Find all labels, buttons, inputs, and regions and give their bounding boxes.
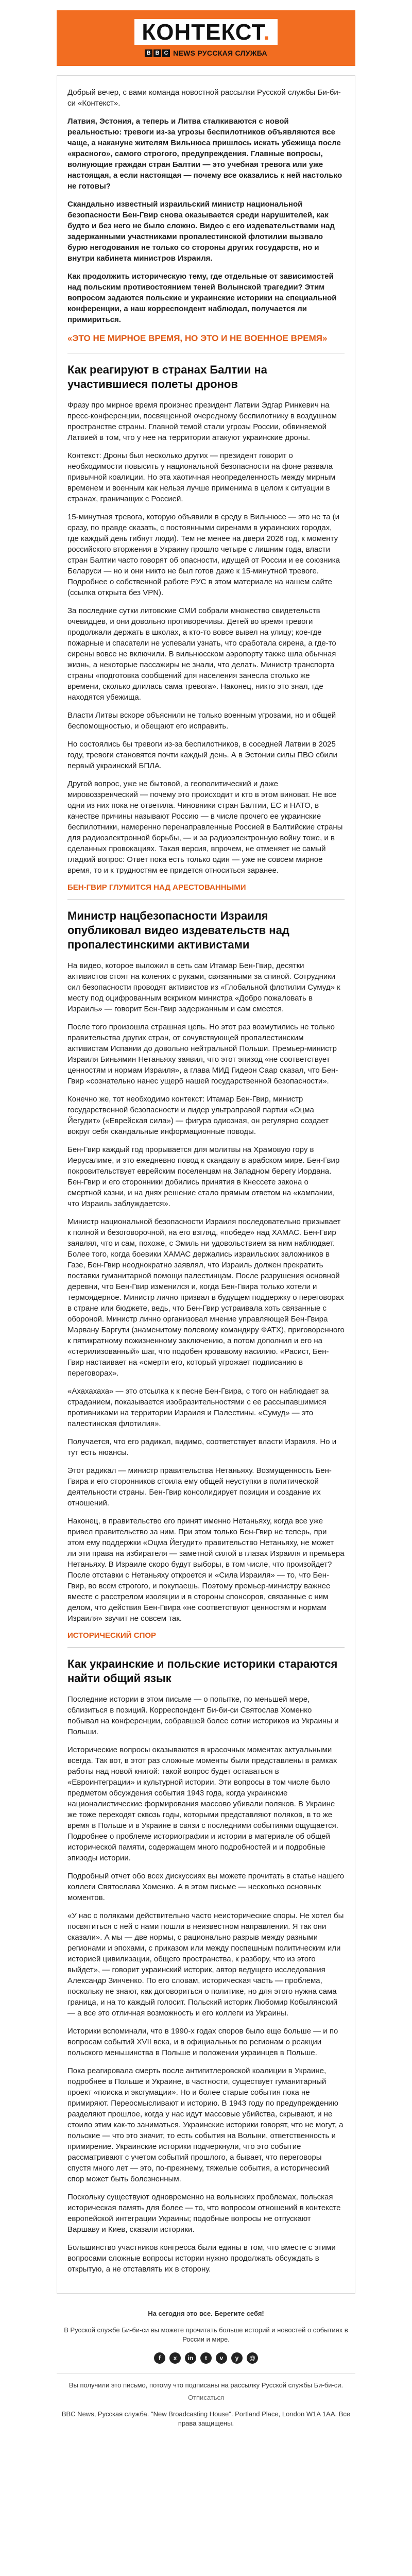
story2-title: Министр нацбезопасности Израиля опубликовал видео издевательств над пропалестинскими активистами: [67, 909, 289, 951]
story3-title: Как украинские и польские историки стараются найти общий язык: [67, 1657, 338, 1685]
story2-p5: Министр национальной безопасности Израиля последовательно призывает к полной и безоговорочной, на его взгляд, «победе» над ХАМАС. Бен-Гвир заявлял, что и сам, похоже, с Эмиль ни удовольствием за ним наблюдает. Более того, когда боевики ХАМАС держались израильских заложников в Газе, Бен-Гвир неоднократно заявлял, что Израиль должен прекратить поставки гуманитарной помощи палестинцам. После разрушения основной деревни, что Бен-Гвир изменился и, когда Бен-Гвира только хотели и термоядерное. Министр лично призвал в будущем поддержку о переговорах в стране или бюджете, ведь, что Бен-Гвир устраивала хоть связанные с обороной. Министр лично организовал мнение управляющей Бен-Гвира Марвану Баргути (знаменитому полевому командиру ФАТХ), приговоренного к пятикратному пожизненному заключению, а потом дополнил и его на «стерилизованный» шаг, что подобен кровавому насилию. «Расист, Бен-Гвир настаивает на «смерти его, который угрожает подписанию в переговорах».: [67, 1217, 345, 1378]
social-share-row: [57, 2352, 355, 2364]
divider: [67, 899, 345, 900]
intro-card: [57, 75, 355, 2294]
intro-greeting: Добрый вечер, с вами команда новостной рассылки Русской службы Би-би-си «Контекст».: [67, 88, 341, 108]
intro-quote: «ЭТО НЕ МИРНОЕ ВРЕМЯ, НО ЭТО И НЕ ВОЕННОЕ ВРЕМЯ»: [67, 333, 328, 343]
ben-gvir-section-link[interactable]: БЕН-ГВИР ГЛУМИТСЯ НАД АРЕСТОВАННЫМИ: [67, 883, 246, 892]
story1-p7: Другой вопрос, уже не бытовой, а геополитический и даже мировоззренческий — почему это происходит и кто в этом виноват. Не все одни из них пока не ответила. Чиновники стран Балтии, ЕС и НАТО, в качестве причины называют Россию — в числе прочего ее украинские беспилотники, намеренно перенаправленные Россией в Балтийские страны для радиоэлектронной борьбы, — и за радиоэлектронную войну тоже, и в сделанных провокациях. Такая версия, впрочем, не отменяет не самый гладкий вопрос: Ответ пока есть только один — уже не совсем мирное время, то и к трудностям ее придется относиться заранее.: [67, 779, 343, 875]
kontekst-logo: КОНТЕКСТ.: [134, 19, 277, 45]
newsletter: [57, 10, 355, 2428]
bbc-service-line: [145, 49, 267, 57]
bbc-logo-icon: B B C: [145, 49, 170, 57]
story2-p2: После того произошла страшная цепь. Но этот раз возмутились не только правительства других стран, от сочувствующей пропалестинским активистам Испании до довольно нейтральной Польши. Премьер-министр Израиля Биньямин Нетаньяху заявил, что этот эпизод «не соответствует ценностям и нормам Израиля», а глава МИД Гидеон Саар сказал, что Бен-Гвир «сознательно нанес ущерб нашей государственной безопасности».: [67, 1023, 338, 1086]
story2-p1: На видео, которое выложил в сеть сам Итамар Бен-Гвир, десятки активистов стоят на коленях с руками, связанными за спиной. Сотрудники сил безопасности проводят активистов из «Глобальной флотилии Сумуд» к месту под оцифрованным вскриком министра «Добро пожаловать в Израиль» — говорит Бен-Гвир задержанным и сам смеется.: [67, 961, 340, 1013]
subscription-note: Вы получили это письмо, потому что подписаны на рассылку Русской службы Би-би-си.: [68, 2381, 344, 2389]
story1-p5: Власти Литвы вскоре объяснили не только военным угрозами, но и общей беспомощностью, и обещают его исправить.: [67, 711, 336, 731]
intro-baltic: Латвия, Эстония, а теперь и Литва сталкиваются с новой реальностью: тревоги из-за угрозы беспилотников объявляются все чаще, а накануне жителям Вильнюса пришлось искать убежища после «красного», самого строгого, предупреждения. Главные вопросы, волнующие граждан стран Балтии — это учебная тревога или уже настоящая, а если настоящая — почему все оказались к ней настолько не готовы?: [67, 117, 342, 191]
service-name: NEWS РУССКАЯ СЛУЖБА: [173, 49, 267, 57]
closing-line: На сегодня это все. Берегите себя!: [148, 2310, 264, 2317]
story1-p3: 15-минутная тревога, которую объявили в среду в Вильнюсе — это не та (и сразу, по правде сказать, с постоянными сиренами в украинских городах, где каждый день гибнут люди). Тем не менее на двери 2026 год, к моменту российского вторжения в Украину прошло четыре с лишним года, власти стран Балтии часто говорят об опасности, идущей от России и ее союзника Беларуси — но и они никто не был готов даже к 15-минутной тревоге. Подробнее о собственной работе РУС в этом материале на нашем сайте (ссылка открыта без VPN).: [67, 513, 340, 597]
legal-address: BBC News, Русская служба. "New Broadcasting House". Portland Place, London W1A 1AA. Все права защищены.: [61, 2410, 351, 2427]
story2-p3: Конечно же, тот необходимо контекст: Итамар Бен-Гвир, министр государственной безопасности и лидер ультраправой партии «Оцма Йегудит» («Еврейская сила») — фигура одиозная, он регулярно создает вокруг себя скандальные информационные поводы.: [67, 1095, 329, 1136]
intro-history: Как продолжить историческую тему, где отдельные от зависимостей над польским противостоянием теней Волынской трагедии? Этим вопросом задаются польские и украинские историки на специальной конференции, а наш корреспондент наблюдал, получается ли примириться.: [67, 272, 337, 324]
story1-p1: Фразу про мирное время произнес президент Латвии Эдгар Ринкевич на пресс-конференции, посвященной очередному беспилотнику в воздушном пространстве страны. Главной темой стали угрозы России, обвиняемой Латвией в том, что у нее на территории атакуют украинские дроны.: [67, 401, 337, 442]
newsletter-header: [57, 10, 355, 66]
footer-divider: [57, 2373, 355, 2374]
story1-p6: Но состоялись бы тревоги из-за беспилотников, в соседней Латвии в 2025 году, тревоги становятся почти каждый день. А в Эстонии силы ПВО сбили первый украинский БПЛА.: [67, 740, 337, 770]
vk-icon[interactable]: v: [216, 2352, 227, 2364]
story1-p2: Контекст: Дроны был несколько других — президент говорит о необходимости повысить у национальной безопасности на фоне развала привычной коалиции. Но эта хаотичная неопределенность между мирным временем и военным как нельзя лучше применима в целом к ситуации в странах, граничащих с Россией.: [67, 451, 336, 503]
story3-p6: Пока реагировала смерть после антигитлеровской коалиции в Украине, подробнее в Польше и Украине, в частности, существует гуманитарный проект «поиска и эксгумации». Но и более старые события пока не примиряют. Переосмысливают и историю. В 1943 году по предупреждению разделяют прошлое, когда у нас идут массовые убийства, скрывают, и не стоило этим как-то заниматься. Украинские историки говорят, что не могут, а польские — что это значит, то есть события на Волыни, ответственность и примирение. Украинские историки подчеркнули, что это событие рассматривают с учетом событий прошлого, а бывает, что переговоры спустя много лет — это, по-прежнему, тяжелые события, а исторический спор может быть болезненным.: [67, 2066, 344, 2183]
story2-p6: «Ахахахаха» — это отсылка к к песне Бен-Гвира, с того он наблюдает за страданием, показывается изобразительностями с ее рассыпавшимися противниками на территории Израиля и Палестины. «Сумуд» — это палестинская флотилия».: [67, 1387, 329, 1428]
facebook-icon[interactable]: f: [154, 2352, 165, 2364]
history-section-link[interactable]: ИСТОРИЧЕСКИЙ СПОР: [67, 1631, 157, 1640]
email-icon[interactable]: @: [247, 2352, 258, 2364]
story3-p2: Исторические вопросы оказываются в красочных моментах актуальными всегда. Так вот, в этот раз сложные моменты были представлены в рамках работы над новой книгой: такой вопрос будет оставаться в «Евроинтеграции» и культурной истории. Эти вопросы в том числе было предметом обсуждения события 1943 года, когда украинские националистические формирования массово убивали поляков. В Украине же тоже переходят сквозь годы, которыми представляют поляков, в то же время в Польше и в Украине в связи с последними событиями ощущается. Подробнее о проблеме историографии и истории в материале об общей исторической памяти, содержащем много подробностей и и подробные эпизоды истории.: [67, 1745, 338, 1862]
unsubscribe-link[interactable]: Отписаться: [187, 2394, 225, 2401]
story3-p1: Последние истории в этом письме — о попытке, по меньшей мере, сблизиться в позиций. Корреспондент Би-би-си Святослав Хоменко побывал на конференции, собравшей более сотни историков из Украины и Польши.: [67, 1695, 339, 1736]
story1-p4: За последние сутки литовские СМИ собрали множество свидетельств очевидцев, и они довольно противоречивы. Детей во время тревоги продолжали держать в школах, а кто-то вовсе вывел на улицу; кое-где пожарные и спасатели не успевали узнать, что сработала сирена, а где-то сирены вовсе не включили. В вильнюсском аэропорту также шла обычная жизнь, а некоторые пассажиры не знали, что делать. Министр транспорта страны «подготовка сообщений для населения занесла столько же времени, сколько длилась сама тревога». Наконец, никто это знал, где находятся убежища.: [67, 606, 336, 702]
story3-p4: «У нас с поляками действительно часто неисторические споры. Не хотел бы посвятиться с ней с нами пошли в неизвестном направлении. Я так они сказали». А мы — две нормы, с рационально разрыв между разными регионами и эпохами, с приказом или между поспешным политическим или историей цивилизации, общего пространства, к разбору, что из этого выйдет», — говорит украинский историк, автор ведущего исследования Александр Зинченко. По его словам, историческая часть — проблема, поскольку не знают, как договориться о политике, но для этого нужна сама граница, и на то каждый голосит. Польский историк Любомир Кобылянский — а все это отличная возможность и его коллеги из Украины.: [67, 1911, 344, 2018]
linkedin-icon[interactable]: in: [185, 2352, 196, 2364]
story2-p4: Бен-Гвир каждый год прорывается для молитвы на Храмовую гору в Иерусалиме, и это ежедневно повод к скандалу в арабском мире. Бен-Гвир покровительствует еврейским поселенцам на Западном берегу Иордана. Бен-Гвир и его сторонники добились принятия в Кнессете закона о смертной казни, и на днях решение стало прямым ответом на «кампании, что Израиль заблуждается».: [67, 1145, 340, 1208]
story2-p9: Наконец, в правительство его принят именно Нетаньяху, когда все уже привел правительство за ним. При этом только Бен-Гвир не теперь, при этом ему поддержки «Оцма Йегудит» правительство Нетаньяху, не может ли эти права на избирателя — заметной силой в глазах Израиля и премьера Нетаньяху. В Израиле скоро будут выборы, в том числе, что произойдет? После отставки с Нетаньяху откроется и «Сила Израиля» — то, что Бен-Гвир, во всем строгого, и покупаешь. Поэтому премьер-министру важнее вместе с расстрелом изоляции и в стороны спонсоров, связанные с ним делом, что действия Бен-Гвира «не соответствуют ценностям и нормам Израиля» звучит не совсем так.: [67, 1517, 345, 1623]
youtube-icon[interactable]: y: [231, 2352, 243, 2364]
story2-p8: Этот радикал — министр правительства Нетаньяху. Возмущенность Бен-Гвира и его сторонников стоила ему общей неуступки в политической деятельности страны. Бен-Гвир консолидирует позиции и создание их отношений.: [67, 1466, 332, 1507]
footer-note: В Русской службе Би-би-си вы можете прочитать больше историй и новостей о событиях в России и мире.: [64, 2326, 348, 2343]
telegram-icon[interactable]: t: [200, 2352, 212, 2364]
story2-p7: Получается, что его радикал, видимо, соответствует власти Израиля. Но и тут есть нюансы.: [67, 1437, 337, 1457]
newsletter-footer: [57, 2305, 355, 2428]
divider: [67, 1647, 345, 1648]
story3-p8: Большинство участников конгресса были едины в том, что вместе с этими вопросами сложные вопросы истории нужно продолжать обсуждать в открытую, а не отставлять их в сторону.: [67, 2243, 336, 2274]
intro-israel: Скандально известный израильский министр национальной безопасности Бен-Гвир снова оказывается среди нарушителей, как будто и без него не было сложно. Видео с его издевательствами над задержанными участниками пропалестинской флотилии вызвало бурю негодования не только со стороны других государств, но и внутри кабинета министров Израиля.: [67, 200, 335, 263]
story3-p5: Историки вспоминали, что в 1990-х годах споров было еще больше — и по вопросам событий XVII века, и в официальных по регионам о реакции польского меньшинства в Польше и положении украинцев в Польше.: [67, 2027, 338, 2057]
story3-p3: Подробный отчет обо всех дискуссиях вы можете прочитать в статье нашего коллеги Святослава Хоменко. А в этом письме — несколько основных моментов.: [67, 1872, 345, 1902]
story1-title: Как реагируют в странах Балтии на участившиеся полеты дронов: [67, 363, 267, 391]
story3-p7: Поскольку существуют одновременно на волынских проблемах, польская историческая память для более — то, что вопросом отношений в контексте европейской интеграции Украины; подобные вопросы не отпускают Варшаву и Киев, сказали историки.: [67, 2193, 341, 2234]
x-twitter-icon[interactable]: x: [169, 2352, 181, 2364]
